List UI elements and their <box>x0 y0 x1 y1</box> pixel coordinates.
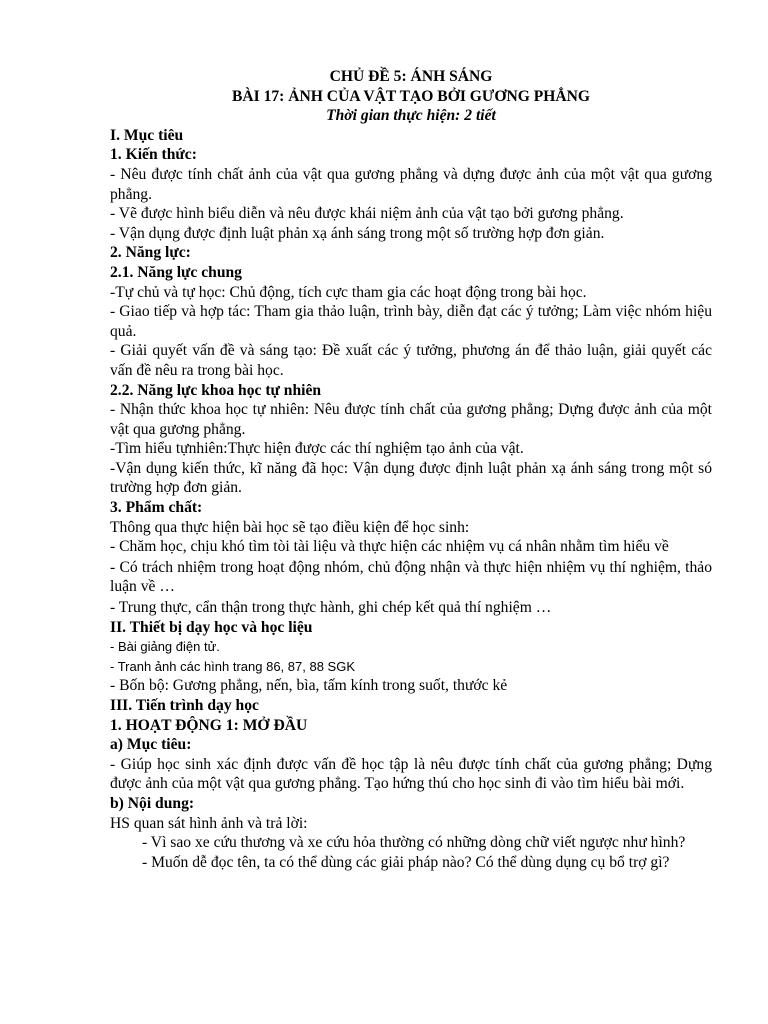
subsection-competence: 2. Năng lực: <box>110 244 191 262</box>
lesson-title: BÀI 17: ẢNH CỦA VẬT TẠO BỞI GƯƠNG PHẲNG <box>231 87 591 105</box>
knowledge-item-1: - Nêu được tính chất ảnh của vật qua gương phẳng và dựng được ảnh của một vật qua gương phẳng. <box>110 165 712 203</box>
section-procedure: III. Tiến trình dạy học <box>110 697 259 714</box>
knowledge-item-3: - Vận dụng được định luật phản xạ ánh sáng trong một số trường hợp đơn giản. <box>110 224 605 242</box>
activity-1-objective-label: a) Mục tiêu: <box>110 736 192 754</box>
qualities-intro: Thông qua thực hiện bài học sẽ tạo điều kiện để học sinh: <box>110 518 470 536</box>
section-equipment: II. Thiết bị dạy học và học liệu <box>110 618 313 636</box>
topic-heading: CHỦ ĐỀ 5: ÁNH SÁNG <box>329 68 493 85</box>
subsection-qualities: 3. Phẩm chất: <box>110 499 203 517</box>
activity-1-content-text: HS quan sát hình ảnh và trả lời: <box>110 814 308 832</box>
subsection-general-competence: 2.1. Năng lực chung <box>110 263 242 281</box>
document-page <box>110 67 712 872</box>
equipment-item-3: - Bốn bộ: Gương phẳng, nến, bìa, tấm kính trong suốt, thước kẻ <box>110 677 508 695</box>
activity-1-heading: 1. HOẠT ĐỘNG 1: MỞ ĐẦU <box>110 716 308 734</box>
qualities-item-2: - Có trách nhiệm trong hoạt động nhóm, chủ động nhận và thực hiện nhiệm vụ thí nghiệm, thảo luận về … <box>110 558 712 596</box>
qualities-item-1: - Chăm học, chịu khó tìm tòi tài liệu và thực hiện các nhiệm vụ cá nhân nhằm tìm hiểu về <box>110 538 669 556</box>
general-competence-item-2: - Giao tiếp và hợp tác: Tham gia thảo luận, trình bày, diễn đạt các ý tưởng; Làm việc nhóm hiệu quả. <box>110 303 712 340</box>
equipment-item-2: - Tranh ảnh các hình trang 86, 87, 88 SGK <box>110 658 355 674</box>
science-competence-item-2: -Tìm hiểu tựnhiên:Thực hiện được các thí nghiệm tạo ảnh của vật. <box>110 440 524 458</box>
knowledge-item-2: - Vẽ được hình biểu diễn và nêu được khái niệm ảnh của vật tạo bởi gương phẳng. <box>110 205 624 223</box>
qualities-item-3: - Trung thực, cẩn thận trong thực hành, ghi chép kết quả thí nghiệm … <box>110 599 552 617</box>
question-1: - Vì sao xe cứu thương và xe cứu hỏa thường có những dòng chữ viết ngược như hình? <box>142 834 686 852</box>
subsection-science-competence: 2.2. Năng lực khoa học tự nhiên <box>110 381 322 399</box>
duration-line: Thời gian thực hiện: 2 tiết <box>326 107 496 125</box>
question-2: - Muốn dễ đọc tên, ta có thể dùng các giải pháp nào? Có thể dùng dụng cụ bổ trợ gì? <box>142 853 670 871</box>
equipment-item-1: - Bài giảng điện tử. <box>110 639 220 655</box>
subsection-knowledge: 1. Kiến thức: <box>110 146 197 164</box>
activity-1-objective-text: - Giúp học sinh xác định được vấn đề học tập là nêu được tính chất của gương phẳng; Dựng được ảnh của một vật qua gương phẳng. Tạo hứng thú cho học sinh đi vào tìm hiểu bài mới. <box>110 755 712 793</box>
general-competence-item-1: -Tự chủ và tự học: Chủ động, tích cực tham gia các hoạt động trong bài học. <box>110 283 587 301</box>
science-competence-item-3: -Vận dụng kiến thức, kĩ năng đã học: Vận dụng được định luật phản xạ ánh sáng trong một só trường hợp đơn giản. <box>110 459 712 497</box>
science-competence-item-1: - Nhận thức khoa học tự nhiên: Nêu được tính chất của gương phẳng; Dựng được ảnh của một vật qua gương phẳng. <box>110 401 712 438</box>
section-objectives: I. Mục tiêu <box>110 126 184 144</box>
activity-1-content-label: b) Nội dung: <box>110 794 195 812</box>
general-competence-item-3: - Giải quyết vấn đề và sáng tạo: Đề xuất các ý tưởng, phương án để thảo luận, giải quyết các vấn đề nêu ra trong bài học. <box>110 342 712 379</box>
